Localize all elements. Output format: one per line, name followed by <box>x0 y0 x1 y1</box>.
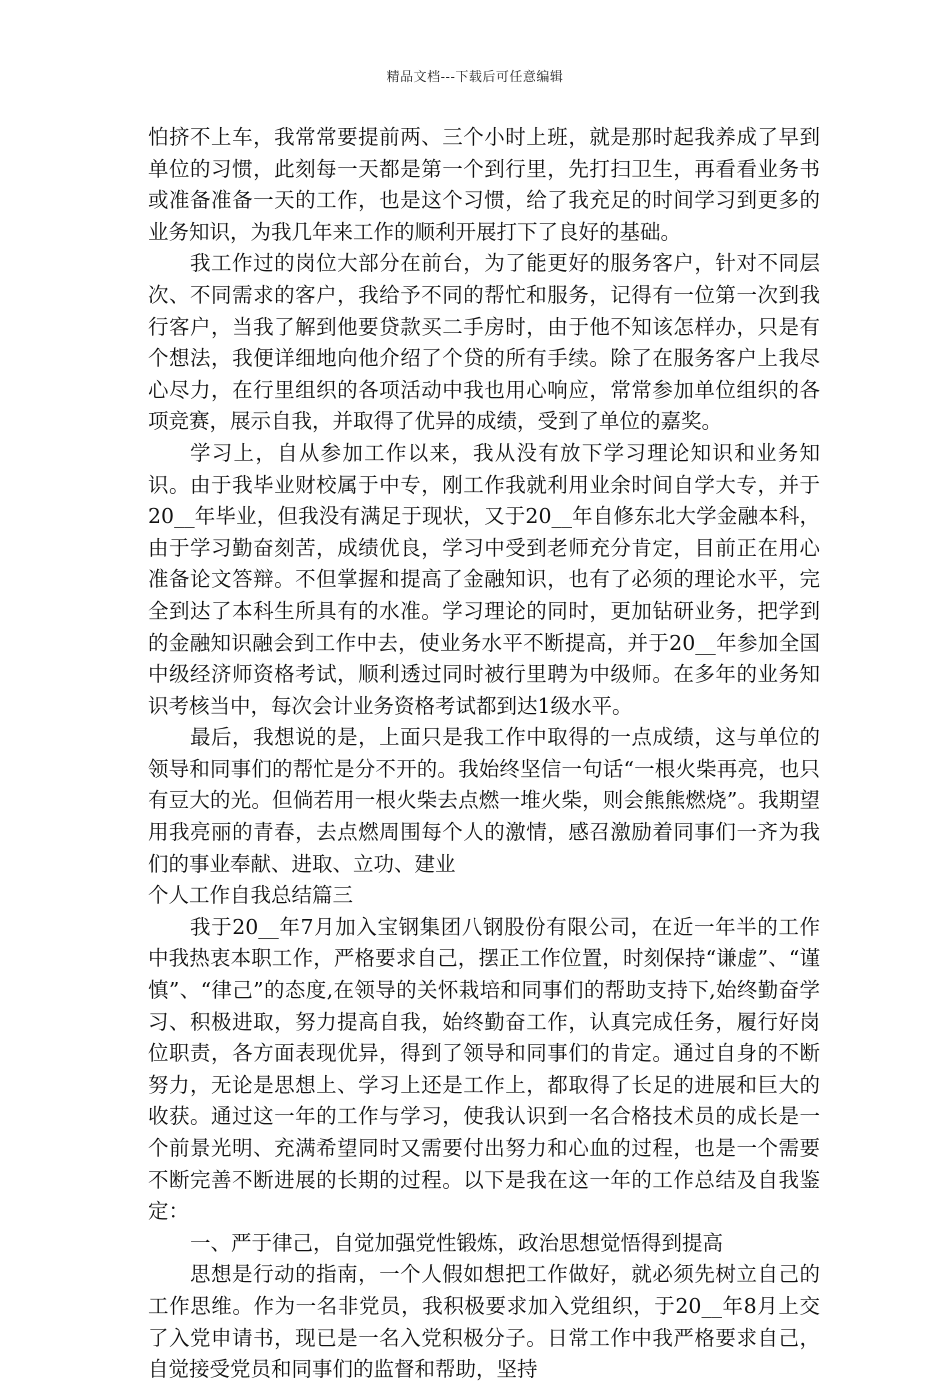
section-title: 个人工作自我总结篇三 <box>148 883 353 908</box>
page-header: 精品文档---下载后可任意编辑 <box>386 70 564 85</box>
paragraph-study: 学习上，自从参加工作以来，我从没有放下学习理论知识和业务知识。由于我毕业财校属于中专，刚工作我就利用业余时间自学大专，并于20__年毕业，但我没有满足于现状，又于20__年自修东北大学金融本科，由于学习勤奋刻苦，成绩优良，学习中受到老师充分肯定，目前正在用心准备论文答辩。不但掌握和提高了金融知识，也有了必须的理论水平，完全到达了本科生所具有的水准。学习理论的同时，更加钻研业务，把学到的金融知识融会到工作中去，使业务水平不断提高，并于20__年参加全国中级经济师资格考试，顺利透过同时被行里聘为中级师。在多年的业务知识考核当中，每次会计业务资格考试都到达1级水平。 <box>148 440 820 718</box>
paragraph-thought: 思想是行动的指南，一个人假如想把工作做好，就必须先树立自己的工作思维。作为一名非党员，我积极要求加入党组织，于20__年8月上交了入党申请书，现已是一名入党积极分子。日常工作中我严格要求自己，自觉接受党员和同事们的监督和帮助，坚持 <box>148 1262 820 1382</box>
document-body <box>148 122 820 1386</box>
paragraph-joining-company: 我于20__年7月加入宝钢集团八钢股份有限公司，在近一年半的工作中我热衷本职工作，严格要求自己，摆正工作位置，时刻保持“谦虚”、“谨慎”、“律己”的态度,在领导的关怀栽培和同事们的帮助支持下,始终勤奋学习、积极进取，努力提高自我，始终勤奋工作，认真完成任务，履行好岗位职责，各方面表现优异，得到了领导和同事们的肯定。通过自身的不断努力，无论是思想上、学习上还是工作上，都取得了长足的进展和巨大的收获。通过这一年的工作与学习，使我认识到一名合格技术员的成长是一个前景光明、充满希望同时又需要付出努力和心血的过程，也是一个需要不断完善不断进展的长期的过程。以下是我在这一年的工作总结及自我鉴定： <box>148 914 820 1224</box>
paragraph-conclusion: 最后，我想说的是，上面只是我工作中取得的一点成绩，这与单位的领导和同事们的帮忙是分不开的。我始终坚信一句话“一根火柴再亮，也只有豆大的光。但倘若用一根火柴去点燃一堆火柴，则会熊熊燃烧”。我期望用我亮丽的青春，去点燃周围每个人的激情，感召激励着同事们一齐为我们的事业奉献、进取、立功、建业 <box>148 725 820 876</box>
paragraph-front-desk-service: 我工作过的岗位大部分在前台，为了能更好的服务客户，针对不同层次、不同需求的客户，我给予不同的帮忙和服务，记得有一位第一次到我行客户，当我了解到他要贷款买二手房时，由于他不知该怎样办，只是有个想法，我便详细地向他介绍了个贷的所有手续。除了在服务客户上我尽心尽力，在行里组织的各项活动中我也用心响应，常常参加单位组织的各项竞赛，展示自我，并取得了优异的成绩，受到了单位的嘉奖。 <box>148 251 820 434</box>
subheading-self-discipline: 一、严于律己，自觉加强党性锻炼，政治思想觉悟得到提高 <box>190 1230 724 1255</box>
paragraph-continuation: 怕挤不上车，我常常要提前两、三个小时上班，就是那时起我养成了早到单位的习惯，此刻每一天都是第一个到行里，先打扫卫生，再看看业务书或准备准备一天的工作，也是这个习惯，给了我充足的时间学习到更多的业务知识，为我几年来工作的顺利开展打下了良好的基础。 <box>148 125 820 244</box>
